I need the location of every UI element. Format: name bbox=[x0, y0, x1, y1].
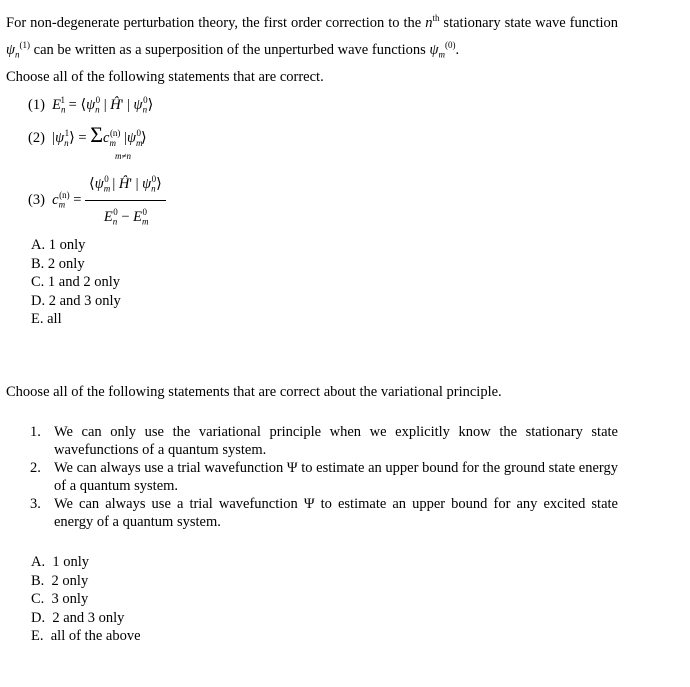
q2-statement-2 bbox=[30, 459, 618, 495]
q2-statement-1-num: 1. bbox=[30, 424, 41, 440]
question-1-options bbox=[31, 236, 121, 329]
intro-n: n bbox=[425, 14, 433, 31]
question-2-statements bbox=[30, 423, 618, 531]
q2-option-e[interactable]: E. all of the above bbox=[31, 628, 141, 644]
statement-3-fraction bbox=[85, 168, 166, 232]
q2-option-c[interactable]: C. 3 only bbox=[31, 591, 89, 607]
statement-2-label: (2) bbox=[28, 130, 45, 146]
summation-symbol: Σ bbox=[90, 122, 103, 147]
statement-1-label: (1) bbox=[28, 96, 45, 113]
fraction-denominator: $E_n^0 - E_m^0$ bbox=[103, 206, 149, 227]
q1-option-a[interactable]: A. 1 only bbox=[31, 237, 86, 253]
psi-sub-n: n bbox=[15, 49, 20, 60]
q1-option-b[interactable]: B. 2 only bbox=[31, 255, 85, 272]
coefficient-c: c bbox=[52, 192, 59, 209]
psi-sub-m: m bbox=[438, 49, 445, 60]
q2-statement-3 bbox=[30, 495, 618, 531]
q2-option-a[interactable]: A. 1 only bbox=[31, 554, 89, 570]
intro-instruction: Choose all of the following statements that are correct. bbox=[6, 68, 324, 85]
q2-statement-1-text: We can only use the variational principle when we explicitly know the stationary state wavefunctions of a quantum system. bbox=[54, 424, 618, 458]
statement-3: (3) $c_m^{(n)}$ = $\frac{⟨\psi_m^0 | Ĥ' | \psi_n^0⟩}{E_n^0 - E_m^0}$ bbox=[28, 168, 166, 232]
q2-statement-3-text: We can always use a trial wavefunction Ψ to estimate an upper bound for any excited state energy of a quantum system. bbox=[54, 496, 618, 530]
q2-option-b[interactable]: B. 2 only bbox=[31, 572, 89, 589]
q1-option-e[interactable]: E. all bbox=[31, 311, 62, 327]
q1-option-d[interactable]: D. 2 and 3 only bbox=[31, 292, 121, 309]
psi-symbol: ψ bbox=[429, 41, 439, 58]
question-2-options bbox=[31, 553, 141, 646]
statement-1-energy: E bbox=[52, 96, 62, 113]
psi-sup-1: (1) bbox=[19, 39, 31, 50]
fraction-numerator: $⟨\psi_m^0$ | Ĥ' | $\psi_n^0⟩$ bbox=[85, 168, 166, 201]
statement-1: (1) $E_n^1$ = $⟨\psi_n^0$ | Ĥ' | $\psi_n^0⟩$ bbox=[28, 95, 154, 115]
psi-sup-0: (0) bbox=[444, 39, 456, 50]
intro-th: th bbox=[432, 13, 440, 23]
q2-statement-2-text: We can always use a trial wavefunction Ψ to estimate an upper bound for the ground state energy of a quantum system. bbox=[54, 460, 618, 494]
statement-2: (2) $|\psi_n^1⟩ = \Sigma c_m^{(n)}$ $|\psi_m^0⟩$ bbox=[28, 122, 147, 148]
q2-statement-2-num: 2. bbox=[30, 460, 41, 476]
psi-symbol: ψ bbox=[6, 41, 16, 58]
q2-statement-3-num: 3. bbox=[30, 496, 41, 512]
summation-index: m≠n bbox=[115, 151, 131, 161]
question-1-intro bbox=[6, 7, 618, 88]
intro-text-b: stationary state wave function bbox=[439, 14, 618, 31]
intro-text-a: For non-degenerate perturbation theory, the first order correction to the bbox=[6, 14, 426, 31]
q2-option-d[interactable]: D. 2 and 3 only bbox=[31, 609, 125, 626]
q1-option-c[interactable]: C. 1 and 2 only bbox=[31, 274, 121, 290]
intro-text-c: can be written as a superposition of the unperturbed wave functions bbox=[30, 41, 430, 58]
q2-statement-1 bbox=[30, 423, 618, 459]
question-2-prompt: Choose all of the following statements that are correct about the variational principle. bbox=[6, 384, 502, 400]
statement-3-label: (3) bbox=[28, 191, 45, 208]
intro-text-d: . bbox=[455, 41, 460, 58]
